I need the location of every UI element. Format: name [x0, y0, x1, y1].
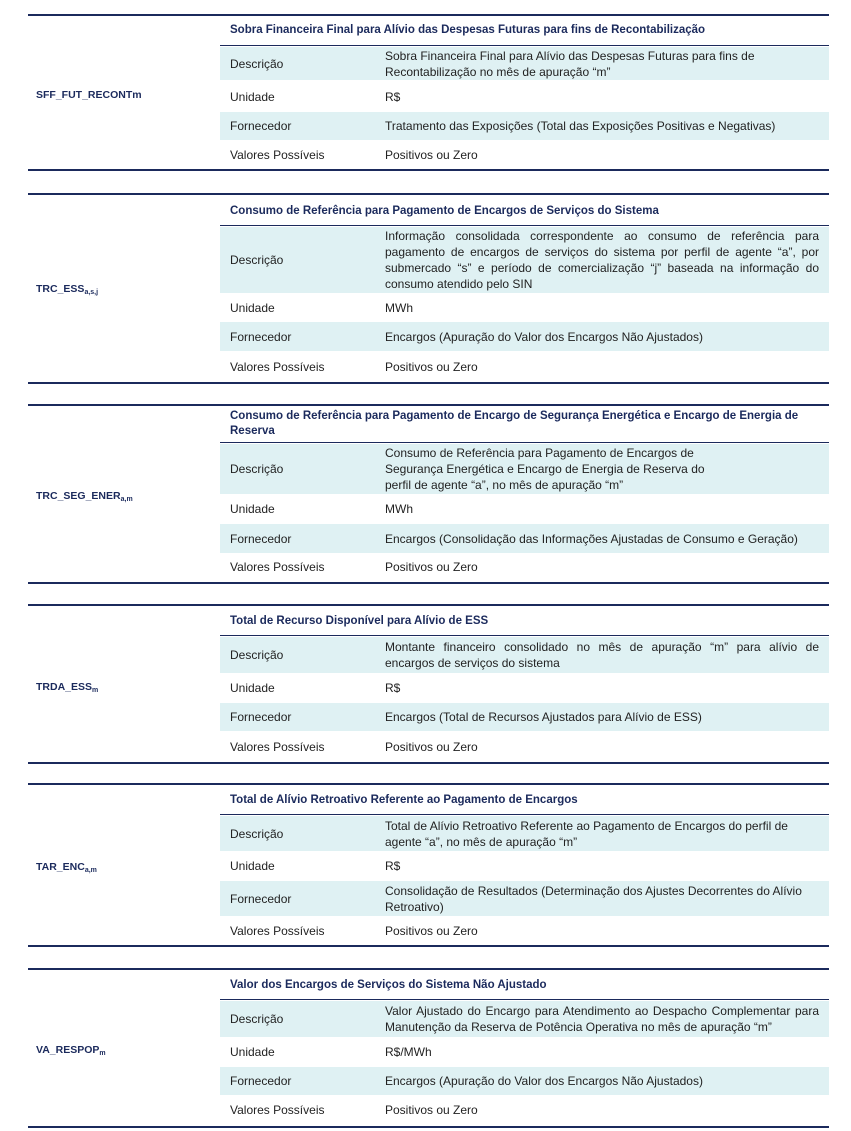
value-descricao: Consumo de Referência para Pagamento de Encargos de Segurança Energética e Encargo de Energia de Reserva do perfil de agente “a”, no mês de apuração “m” [385, 446, 705, 492]
label-fornecedor: Fornecedor [230, 329, 292, 344]
divider [220, 999, 829, 1000]
row-descricao [220, 816, 829, 851]
value-fornecedor: Encargos (Apuração do Valor dos Encargos Não Ajustados) [385, 329, 703, 344]
value-unidade: R$ [385, 859, 401, 873]
variable-code: $TRDA\_ESS_m$ [36, 681, 99, 694]
label-valores: Valores Possíveis [230, 148, 325, 162]
value-fornecedor: Consolidação de Resultados (Determinação dos Ajustes Decorrentes do Alívio Retroativo) [385, 883, 802, 914]
value-unidade: MWh [385, 502, 413, 516]
row-fornecedor [220, 1067, 829, 1095]
row-valores [220, 1096, 829, 1123]
label-valores: Valores Possíveis [230, 739, 325, 754]
row-unidade [220, 674, 829, 701]
row-fornecedor [220, 703, 829, 731]
value-unidade: R$ [385, 680, 401, 695]
label-descricao: Descrição [230, 462, 284, 476]
label-unidade: Unidade [230, 859, 275, 873]
label-fornecedor: Fornecedor [230, 119, 292, 133]
variable-code: $TAR\_ENC_{a,m}$ [36, 861, 97, 874]
variable-title: Total de Recurso Disponível para Alívio de ESS [230, 615, 489, 627]
value-unidade: MWh [385, 300, 413, 315]
row-fornecedor [220, 322, 829, 351]
value-unidade: R$ [385, 89, 401, 104]
value-descricao: Sobra Financeira Final para Alívio das Despesas Futuras para fins de Recontabilização no mês de apuração “m” [385, 48, 755, 79]
label-descricao: Descrição [230, 253, 284, 267]
label-valores: Valores Possíveis [230, 1102, 325, 1117]
label-fornecedor: Fornecedor [230, 710, 292, 724]
value-valores: Positivos ou Zero [385, 923, 478, 938]
value-fornecedor: Tratamento das Exposições (Total das Exposições Positivas e Negativas) [385, 119, 776, 133]
row-unidade [220, 82, 829, 111]
label-valores: Valores Possíveis [230, 359, 325, 374]
value-fornecedor: Encargos (Consolidação das Informações Ajustadas de Consumo e Geração) [385, 531, 798, 546]
value-valores: Positivos ou Zero [385, 560, 478, 574]
divider [220, 45, 829, 46]
label-unidade: Unidade [230, 502, 275, 516]
variable-title: Total de Alívio Retroativo Referente ao Pagamento de Encargos [230, 794, 578, 806]
value-descricao: Total de Alívio Retroativo Referente ao Pagamento de Encargos do perfil de agente “a”, no mês de apuração “m” [385, 818, 788, 849]
row-unidade [220, 495, 829, 523]
variable-title: Valor dos Encargos de Serviços do Sistema Não Ajustado [230, 979, 547, 991]
label-fornecedor: Fornecedor [230, 531, 292, 546]
row-fornecedor [220, 524, 829, 553]
row-unidade [220, 294, 829, 321]
row-valores [220, 353, 829, 380]
row-unidade [220, 852, 829, 880]
value-unidade: R$/MWh [385, 1044, 432, 1059]
label-descricao: Descrição [230, 648, 284, 662]
value-descricao: Montante financeiro consolidado no mês de apuração “m” para alívio de encargos de serviços do sistema [385, 640, 819, 670]
value-fornecedor: Encargos (Total de Recursos Ajustados para Alívio de ESS) [385, 710, 702, 724]
row-fornecedor [220, 112, 829, 140]
row-descricao [220, 444, 829, 494]
label-descricao: Descrição [230, 56, 284, 71]
row-unidade [220, 1038, 829, 1065]
row-descricao [220, 47, 829, 80]
value-valores: Positivos ou Zero [385, 739, 478, 754]
divider [220, 814, 829, 815]
variable-block [28, 404, 829, 584]
row-descricao [220, 227, 829, 293]
row-valores [220, 554, 829, 580]
label-descricao: Descrição [230, 826, 284, 841]
variable-code: SFF_FUT_RECONTm [36, 89, 142, 101]
value-valores: Positivos ou Zero [385, 148, 478, 162]
label-unidade: Unidade [230, 89, 275, 104]
divider [220, 442, 829, 443]
variable-title: Consumo de Referência para Pagamento de Encargos de Serviços do Sistema [230, 205, 659, 217]
variable-block [28, 783, 829, 947]
row-fornecedor [220, 881, 829, 916]
value-fornecedor: Encargos (Apuração do Valor dos Encargos Não Ajustados) [385, 1074, 703, 1088]
value-descricao: Valor Ajustado do Encargo para Atendimento ao Despacho Complementar para Manutenção da Reserva de Potência Operativa no mês de apuração “m” [385, 1004, 819, 1034]
variable-block [28, 968, 829, 1128]
label-descricao: Descrição [230, 1012, 284, 1026]
variable-title: Sobra Financeira Final para Alívio das Despesas Futuras para fins de Recontabilização [230, 24, 706, 36]
variable-code: $TRC\_ESS_{a,s,j}$ [36, 283, 99, 296]
value-valores: Positivos ou Zero [385, 359, 478, 374]
label-fornecedor: Fornecedor [230, 891, 292, 906]
divider [220, 635, 829, 636]
label-unidade: Unidade [230, 1044, 275, 1059]
divider [220, 225, 829, 226]
variable-block [28, 193, 829, 384]
row-valores [220, 142, 829, 168]
label-unidade: Unidade [230, 300, 275, 315]
variable-title: Consumo de Referência para Pagamento de Encargo de Segurança Energética e Encargo de Energia de Reserva [230, 410, 799, 437]
row-descricao [220, 1001, 829, 1037]
label-unidade: Unidade [230, 680, 275, 695]
variable-code: $VA\_RESPOP_m$ [36, 1044, 106, 1057]
row-valores [220, 918, 829, 943]
label-valores: Valores Possíveis [230, 560, 325, 574]
row-descricao [220, 637, 829, 673]
variable-code: $TRC\_SEG\_ENER_{a,m}$ [36, 490, 133, 503]
row-valores [220, 733, 829, 760]
value-valores: Positivos ou Zero [385, 1102, 478, 1117]
variable-block [28, 604, 829, 764]
label-fornecedor: Fornecedor [230, 1074, 292, 1088]
variable-block [28, 14, 829, 171]
label-valores: Valores Possíveis [230, 923, 325, 938]
value-descricao: Informação consolidada correspondente ao consumo de referência para pagamento de encargos de serviços do sistema por perfil de agente “a”, por submercado “s” e período de comercialização “j” baseada na informação do consumo atendido pelo SIN [385, 229, 819, 291]
